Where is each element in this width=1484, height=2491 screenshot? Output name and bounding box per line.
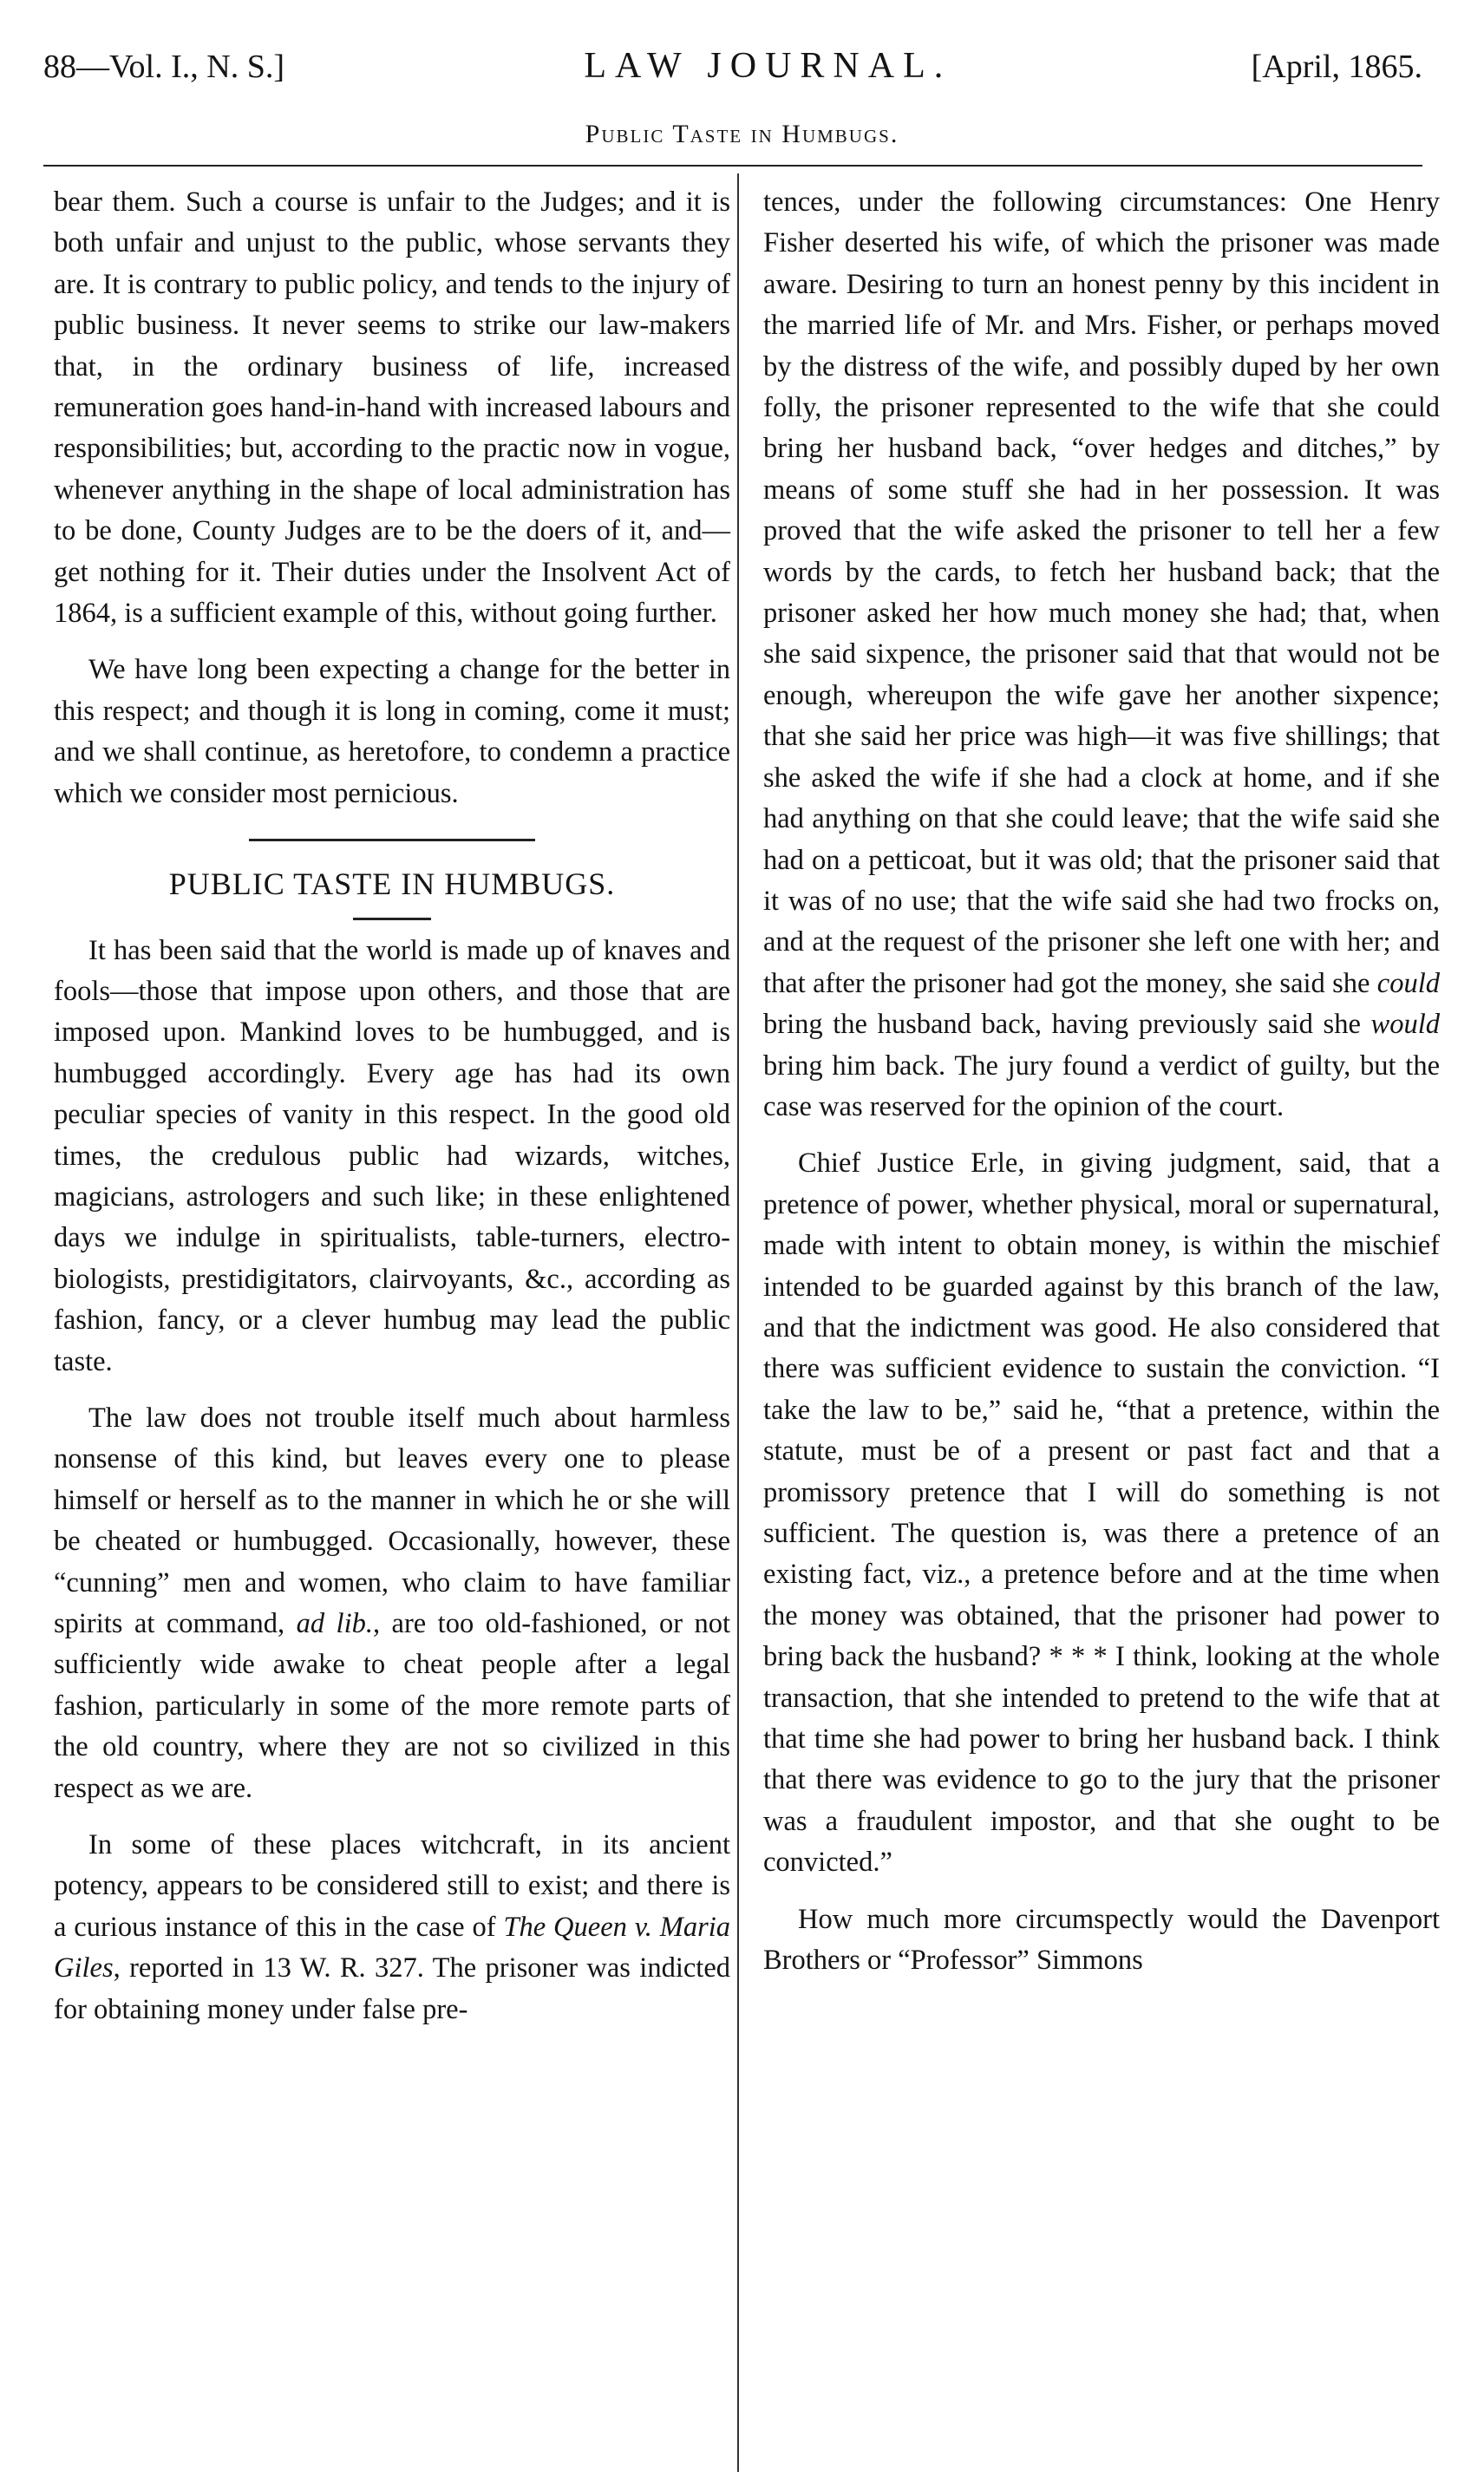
paragraph: bear them. Such a course is unfair to the Judges; and it is both unfair and unjust to the public, whose servants they are. It is contrary to public policy, and tends to the injury of public business. It never seems to strike our law-makers that, in the ordinary business of life, increased remuneration goes hand-in-hand with increased labours and responsibilities; but, according to the practic now in vogue, whenever anything in the shape of local administration has to be done, County Judges are to be the doers of it, and—get nothing for it. Their duties under the Insolvent Act of 1864, is a sufficient example of this, without going further. <box>54 186 730 630</box>
journal-title: LAW JOURNAL. <box>584 46 952 86</box>
section-header: Public Taste in Humbugs. <box>585 120 899 148</box>
paragraph: We have long been expecting a change for the better in this respect; and though it is long in coming, come it must; and we shall continue, as heretofore, to condemn a practice which we consider most pernicious. <box>54 654 730 809</box>
text-run: In some of these places witchcraft, in its ancient potency, appears to be considered still to exist; and there is a curious instance of this in the case of <box>54 1829 730 1943</box>
paragraph: It has been said that the world is made up of knaves and fools—those that impose upon others, and those that are imposed upon. Mankind loves to be humbugged, and is humbugged accordingly. Every age has had its own peculiar species of vanity in this respect. In the good old times, the credulous public had wizards, witches, magicians, astrologers and such like; in these enlightened days we indulge in spiritualists, table-turners, electro-biologists, prestidigitators, clairvoyants, &c., according as fashion, fancy, or a clever humbug may lead the public taste. <box>54 934 730 1377</box>
page-folio: 88—Vol. I., N. S.] <box>43 49 284 85</box>
paragraph <box>54 1398 730 1809</box>
running-head <box>43 45 1422 97</box>
section-divider <box>249 839 535 841</box>
text-run: , reported in 13 W. R. 327. The prisoner was indicted for obtaining money under false pre- <box>54 1952 730 2025</box>
left-column <box>54 182 730 2030</box>
case-citation: The Queen v. Maria Giles <box>54 1911 731 1984</box>
italic-word: would <box>1370 1009 1440 1041</box>
italic-phrase: ad lib. <box>296 1608 373 1639</box>
paragraph <box>54 1825 730 2030</box>
title-rule <box>353 918 431 920</box>
text-run: The law does not trouble itself much about harmless nonsense of this kind, but leaves every one to please himself or herself as to the manner in which he or she will be cheated or humbugged. Occasionally, however, these “cunning” men and women, who claim to have familiar spirits at command, <box>54 1402 730 1639</box>
right-column <box>763 182 1440 1981</box>
article-title: PUBLIC TASTE IN HUMBUGS. <box>168 866 616 902</box>
text-run: tences, under the following circumstances: One Henry Fisher deserted his wife, of which the prisoner was made aware. Desiring to turn an honest penny by this incident in the married life of Mr. and Mrs. Fisher, or perhaps moved by the distress of the wife, and possibly duped by her own folly, the prisoner represented to the wife that she could bring her husband back, “over hedges and ditches,” by means of some stuff she had in her possession. It was proved that the wife asked the prisoner to tell her a few words by the cards, to fetch her husband back; that the prisoner asked her how much money she had; that, when she said sixpence, the prisoner said that that would not be enough, whereupon the wife gave her another sixpence; that she said her price was high—it was five shillings; that she asked the wife if she had a clock at home, and if she had anything on that she could leave; that the wife said she had on a petticoat, but it was old; that the prisoner said that it was of no use; that the wife said she had two frocks on, and at the request of the prisoner she left one with her; and that after the prisoner had got the money, she said she <box>763 186 1440 999</box>
column-divider <box>737 173 739 2472</box>
paragraph: How much more circumspectly would the Davenport Brothers or “Professor” Simmons <box>763 1903 1440 1977</box>
text-run: bring him back. The jury found a verdict of guilty, but the case was reserved for the opinion of the court. <box>763 1049 1440 1122</box>
paragraph: Chief Justice Erle, in giving judgment, said, that a pretence of power, whether physical, moral or supernatural, made with intent to obtain money, is within the mischief intended to be guarded against by this branch of the law, and that the indictment was good. He also considered that there was sufficient evidence to sustain the conviction. “I take the law to be,” said he, “that a pretence, within the statute, must be of a present or past fact and that a promissory pretence that I will do something is not sufficient. The question is, was there a pretence of an existing fact, viz., a pretence before and at the time when the money was obtained, that the prisoner had power to bring back the husband? * * * I think, looking at the whole transaction, that she intended to pretend to the wife that at that time she had power to bring her husband back. I think that there was evidence to go to the jury that the prisoner was a fraudulent impostor, and that she ought to be convicted.” <box>763 1147 1440 1879</box>
header-rule <box>43 165 1422 167</box>
text-run: bring the husband back, having previously said she <box>763 1009 1361 1041</box>
paragraph <box>763 182 1440 1128</box>
text-run: , are too old-fashioned, or not sufficiently wide awake to cheat people after a legal fashion, particularly in some of the more remote parts of the old country, where they are not so civilized in this respect as we are. <box>54 1608 731 1804</box>
issue-date: [April, 1865. <box>1251 49 1422 85</box>
italic-word: could <box>1376 967 1441 999</box>
